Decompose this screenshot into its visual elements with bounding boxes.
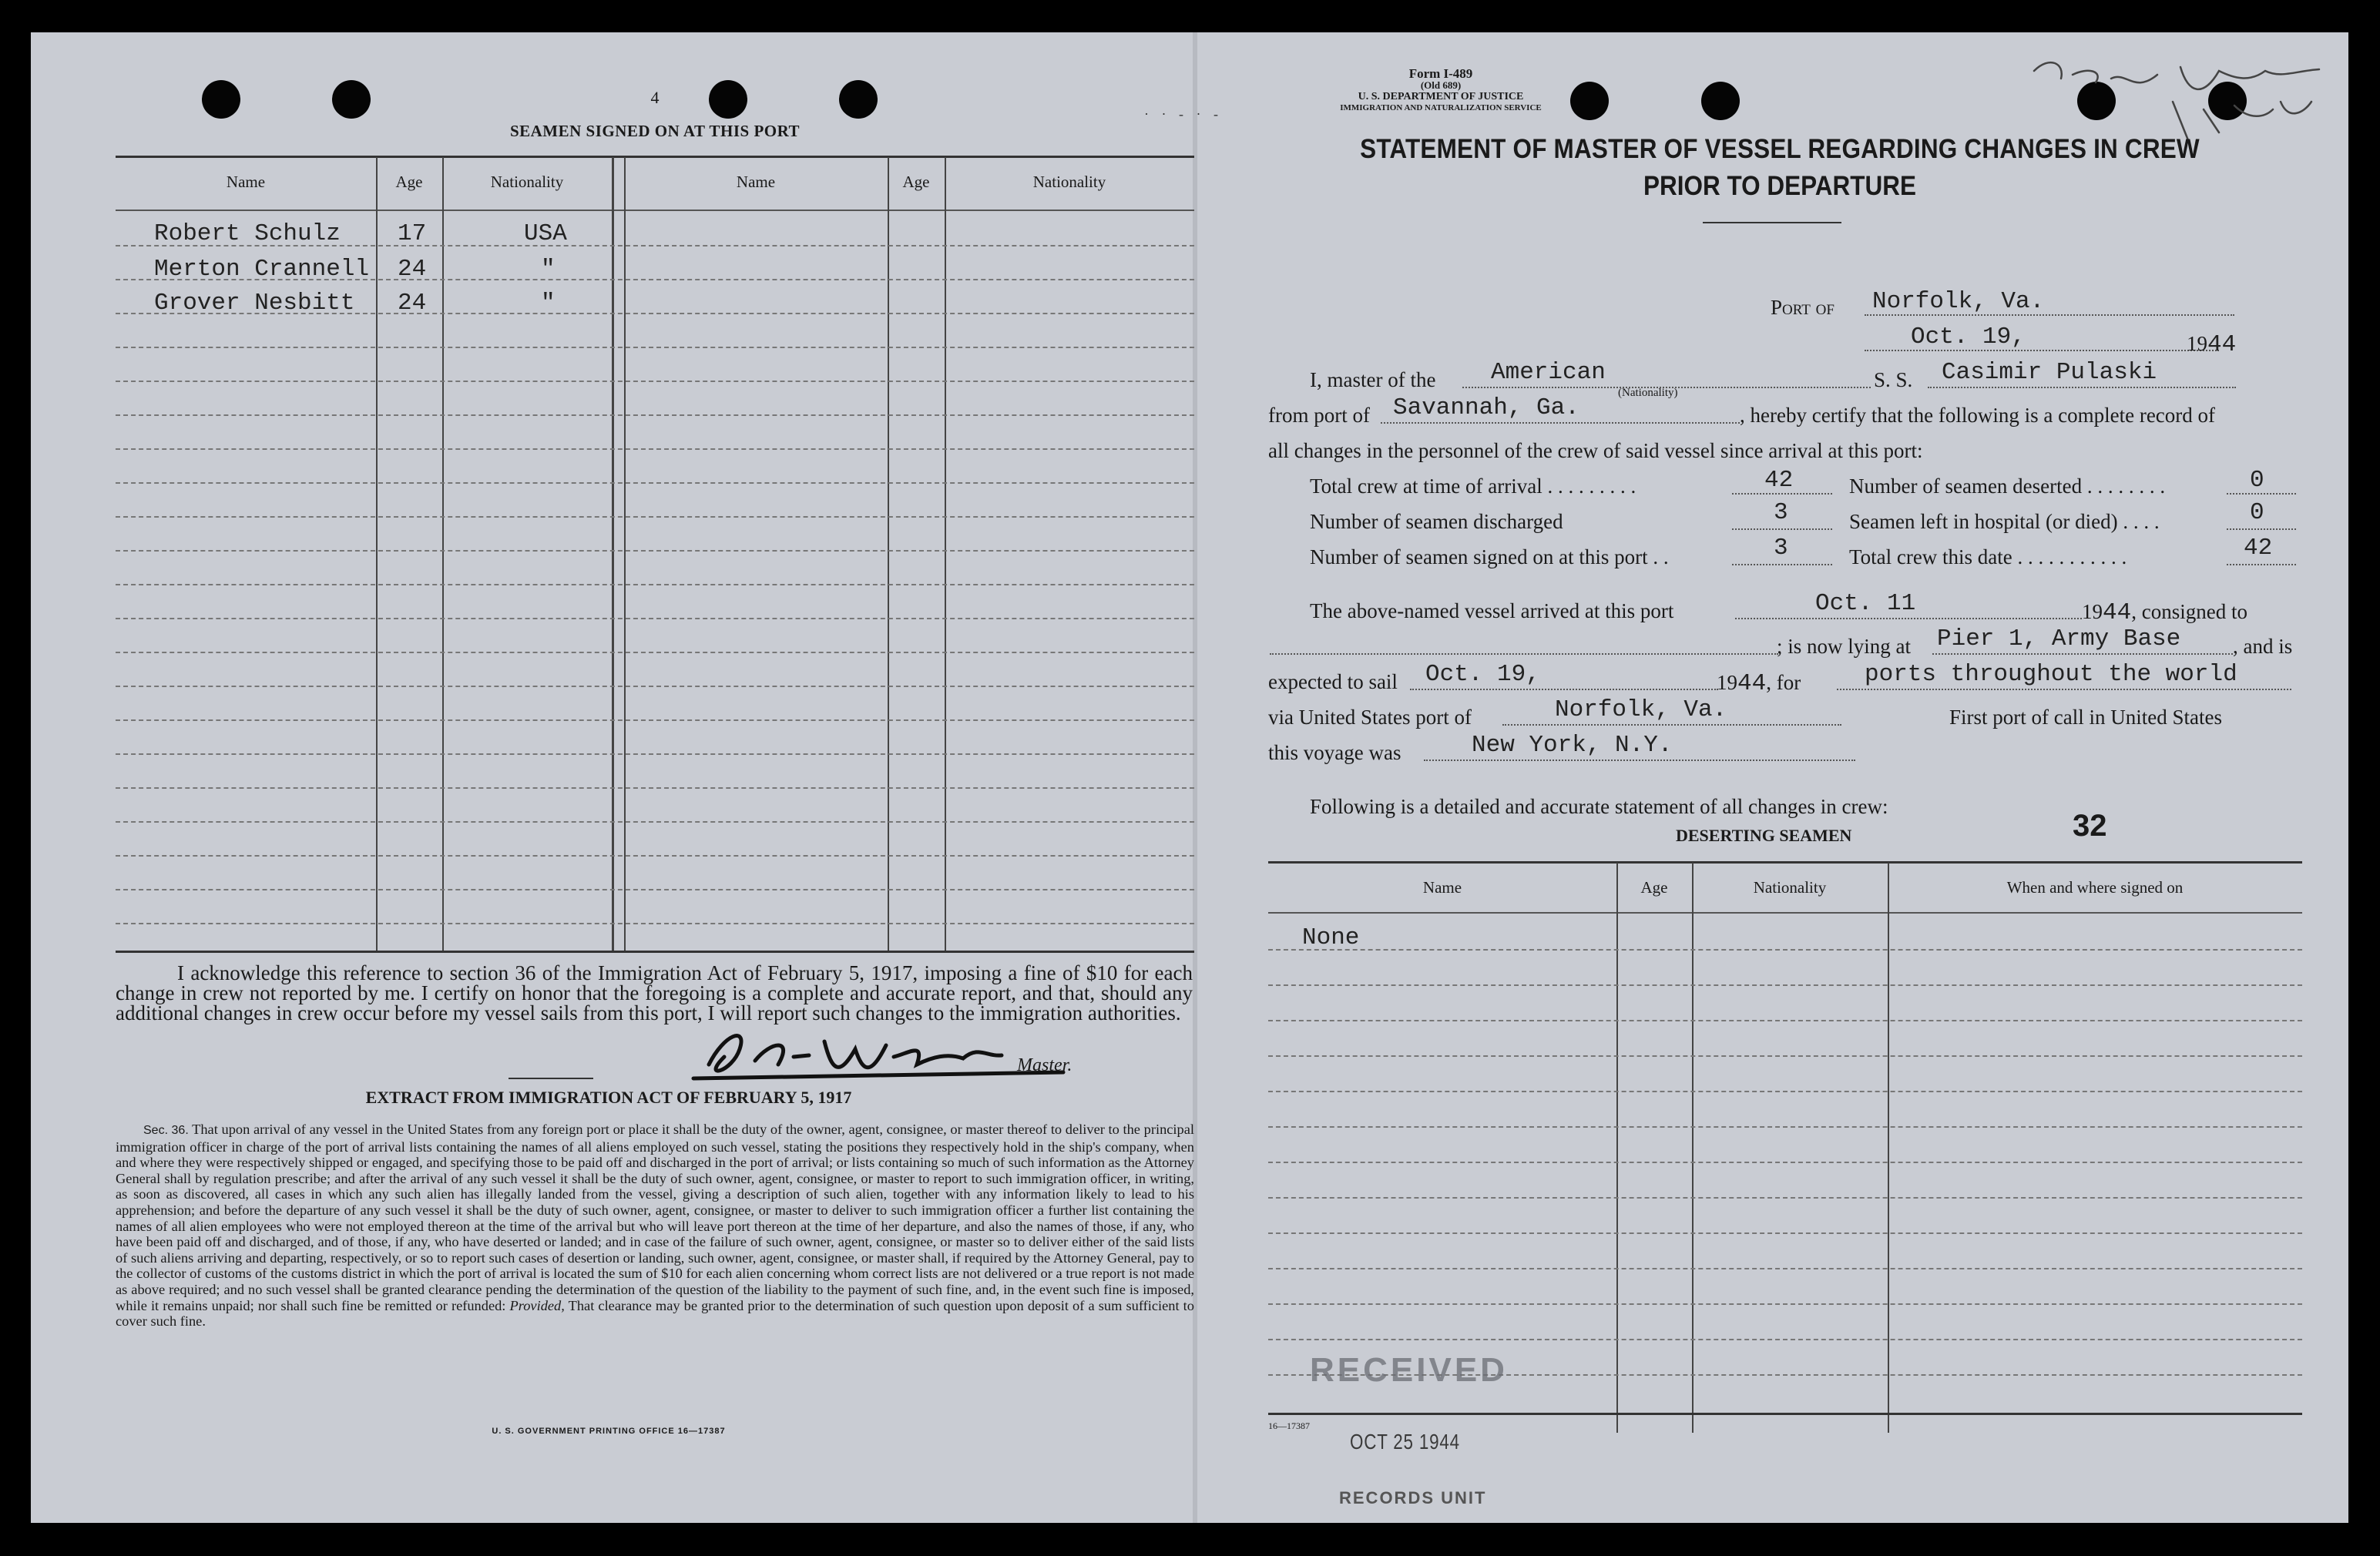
row-rule <box>116 381 1194 382</box>
stat-underline <box>2227 564 2296 565</box>
arrived-year: 1944, consigned to <box>2082 599 2247 626</box>
lying-at-value: Pier 1, Army Base <box>1937 625 2181 652</box>
seaman-nationality: " <box>541 290 556 317</box>
row-rule <box>116 550 1194 552</box>
destination-value: ports throughout the world <box>1865 661 2237 688</box>
lying-at-label: ; is now lying at <box>1777 635 1911 658</box>
stat-label: Number of seamen signed on at this port . . <box>1310 545 1669 568</box>
row-rule <box>1268 1055 2302 1057</box>
column-divider <box>1692 863 1694 1433</box>
stat-underline <box>1732 528 1832 530</box>
row-rule <box>1268 1303 2302 1305</box>
consigned-label: , consigned to <box>2131 600 2247 623</box>
stat-label: Total crew at time of arrival . . . . . . . . . <box>1310 475 1636 498</box>
arrived-year-value: 44 <box>2103 599 2132 626</box>
port-value: Norfolk, Va. <box>1872 288 2045 315</box>
dot-marks: · · - · - <box>1144 106 1223 122</box>
ship-name: Casimir Pulaski <box>1942 359 2157 386</box>
sail-year-value: 44 <box>1737 670 1767 697</box>
voyage-underline <box>1424 760 1855 761</box>
for-label: , for <box>1766 671 1801 694</box>
column-header-nationality: Nationality <box>490 173 564 191</box>
date-year <box>2187 331 2236 358</box>
column-divider <box>1888 863 1889 1433</box>
stamp-number: 32 <box>2073 809 2107 843</box>
document-sheet <box>31 32 2348 1523</box>
column-header-name: Name <box>736 173 776 191</box>
row-rule <box>116 821 1194 823</box>
stat-label: Seamen left in hospital (or died) . . . . <box>1849 510 2160 533</box>
row-rule <box>116 719 1194 721</box>
row-rule <box>1268 1162 2302 1163</box>
extract-title: EXTRACT FROM IMMIGRATION ACT OF FEBRUARY 5, 1917 <box>365 1088 852 1107</box>
row-rule <box>1268 949 2302 951</box>
column-header-age: Age <box>1640 878 1668 897</box>
handwriting-scribble <box>2019 48 2342 148</box>
total-today-value: 42 <box>2244 535 2273 562</box>
extract-section-label: Sec. 36. <box>143 1124 189 1137</box>
year-value: 44 <box>2207 331 2237 358</box>
received-date-stamp: OCT 25 1944 <box>1350 1430 1460 1454</box>
form-code: 16—17387 <box>1268 1420 1310 1431</box>
deserting-header-rule <box>1268 912 2302 914</box>
seaman-age: 17 <box>398 220 427 247</box>
form-title-line1: STATEMENT OF MASTER OF VESSEL REGARDING CHANGES IN CREW <box>1360 134 2200 164</box>
from-port-underline <box>1381 422 1740 424</box>
lying-at-underline <box>1932 653 2233 655</box>
sail-date-underline <box>1410 689 1718 690</box>
deserting-table-bottom <box>1268 1413 2302 1415</box>
via-underline <box>1502 724 1841 726</box>
department-name: U. S. DEPARTMENT OF JUSTICE <box>1358 91 1524 102</box>
all-changes-text: all changes in the personnel of the crew of said vessel since arrival at this port: <box>1268 439 1923 462</box>
total-crew-arrival-value: 42 <box>1764 467 1794 494</box>
title-rule <box>1703 222 1841 223</box>
punch-hole <box>1701 82 1740 120</box>
column-header-nationality: Nationality <box>1753 878 1827 897</box>
destination-underline <box>1837 689 2291 690</box>
extract-paragraph <box>116 1122 1194 1330</box>
seaman-age: 24 <box>398 256 427 283</box>
ship-underline <box>1928 387 2236 388</box>
row-rule <box>116 414 1194 416</box>
expected-label: expected to sail <box>1268 670 1398 693</box>
discharged-value: 3 <box>1774 499 1788 526</box>
port-label: Port of <box>1771 296 1835 319</box>
table-top-rule <box>116 156 1194 158</box>
stat-label: Number of seamen deserted . . . . . . . . <box>1849 475 2166 498</box>
via-label: via United States port of <box>1268 706 1472 729</box>
stat-underline <box>2227 528 2296 530</box>
deserted-value: 0 <box>2250 467 2264 494</box>
deserting-title: DESERTING SEAMEN <box>1676 826 1852 845</box>
row-rule <box>1268 1268 2302 1269</box>
row-rule <box>116 686 1194 687</box>
row-rule <box>116 347 1194 348</box>
row-rule <box>116 889 1194 890</box>
signed-on-value: 3 <box>1774 535 1788 562</box>
signature-rule <box>509 1078 593 1079</box>
table-row <box>116 220 1194 254</box>
section-title: SEAMEN SIGNED ON AT THIS PORT <box>509 122 801 140</box>
form-number: Form I-489 <box>1408 66 1473 81</box>
row-rule <box>1268 984 2302 986</box>
row-rule <box>1268 1232 2302 1234</box>
seaman-name: Robert Schulz <box>154 220 341 247</box>
column-header-nationality: Nationality <box>1032 173 1106 191</box>
row-rule <box>116 482 1194 484</box>
seaman-nationality: " <box>541 256 556 283</box>
row-rule <box>116 855 1194 857</box>
seaman-nationality: USA <box>524 220 567 247</box>
records-unit-stamp: RECORDS UNIT <box>1339 1488 1487 1507</box>
printing-office: U. S. GOVERNMENT PRINTING OFFICE 16—17387 <box>492 1427 726 1436</box>
column-header-age: Age <box>395 173 423 191</box>
column-divider <box>1616 863 1618 1433</box>
received-stamp: RECEIVED <box>1310 1351 1508 1389</box>
row-rule <box>1268 1020 2302 1021</box>
from-port-label: from port of <box>1268 404 1370 427</box>
master-signature <box>678 1011 1079 1095</box>
table-header-rule <box>116 210 1194 211</box>
hospital-value: 0 <box>2250 499 2264 526</box>
arrived-label: The above-named vessel arrived at this port <box>1310 599 1674 622</box>
column-header-age: Age <box>902 173 930 191</box>
row-rule <box>1268 1126 2302 1128</box>
form-old-number: (Old 689) <box>1420 79 1462 91</box>
from-port-value: Savannah, Ga. <box>1393 394 1579 421</box>
row-rule <box>116 618 1194 619</box>
row-rule <box>116 787 1194 789</box>
extract-tail: That clearance may be granted prior to the determination of such question upon deposit of a sum sufficient to cover such fine. <box>116 1297 1194 1330</box>
year-prefix: 19 <box>2187 332 2207 355</box>
via-port: Norfolk, Va. <box>1555 696 1727 723</box>
service-name: IMMIGRATION AND NATURALIZATION SERVICE <box>1340 103 1542 112</box>
form-title-line2: PRIOR TO DEPARTURE <box>1643 171 1917 201</box>
nationality-value: American <box>1491 359 1606 386</box>
table-row <box>116 256 1194 290</box>
extract-provided: Provided, <box>509 1297 565 1313</box>
voyage-value: New York, N.Y. <box>1472 732 1673 759</box>
row-rule <box>1268 1091 2302 1092</box>
row-rule <box>116 448 1194 450</box>
stat-label: Number of seamen discharged <box>1310 510 1563 533</box>
seaman-name: Grover Nesbitt <box>154 290 355 317</box>
sail-date: Oct. 19, <box>1425 661 1540 688</box>
ss-label: S. S. <box>1874 368 1913 391</box>
first-port-label: First port of call in United States <box>1949 706 2222 729</box>
seaman-age: 24 <box>398 290 427 317</box>
row-rule <box>1268 1197 2302 1199</box>
table-row <box>116 290 1194 324</box>
column-header-name: Name <box>1422 878 1462 897</box>
row-rule <box>1268 1339 2302 1340</box>
master-label: Master. <box>1017 1055 1073 1075</box>
date-value: Oct. 19, <box>1911 324 2026 350</box>
deserting-row-name: None <box>1302 924 1360 951</box>
and-is-label: , and is <box>2233 635 2293 658</box>
voyage-label: this voyage was <box>1268 741 1401 764</box>
handwritten-note <box>2019 48 2342 148</box>
seaman-name: Merton Crannell <box>154 256 370 283</box>
master-of-label: I, master of the <box>1310 368 1436 391</box>
consignee-underline <box>1270 653 1778 655</box>
following-text: Following is a detailed and accurate statement of all changes in crew: <box>1310 795 1888 818</box>
nationality-caption: (Nationality) <box>1618 387 1678 399</box>
extract-body: That upon arrival of any vessel in the United States from any foreign port or place it shall be the duty of the owner, agent, consignee, or master thereof to deliver to the principal immigration officer in charge of the port of arrival lists containing the names of all aliens employed on such vessel, stating the positions they respectively hold in the ship's company, when and where they were respectively shipped or engaged, and specifying those to be paid off and discharged in the port of arrival; or lists containing so much of such information as the Attorney General shall by regulation prescribe; and after the arrival of any such vessel it shall be the duty of such owner, agent, consignee, or master to report to such immigration officer, in writing, as soon as discovered, all cases in which any such alien has illegally landed from the vessel, giving a description of such alien, together with any information likely to lead to his apprehension; and before the departure of any such vessel it shall be the duty of such owner, agent, consignee, or master to deliver to such immigration officer a further list containing the names of all alien employees who were not employed thereon at the time of the arrival but who will leave port thereon at the time of her departure, and also the names of those, if any, who have been paid off and discharged, and of those, if any, who have deserted or landed; and in case of the failure of such owner, agent, consignee, or master so to deliver either of the said lists of such aliens arriving and departing, respectively, or so to report such cases of desertion or landing, such owner, agent, consignee, or master shall, if required by the Attorney General, pay to the collector of customs of the customs district in which the port of arrival is located the sum of $10 for each alien concerning whom correct lists are not delivered or a true report is not made as above required; and no such vessel shall be granted clearance pending the determination of the question of the liability to the payment of such fine, and, in the event such fine is imposed, while it remains unpaid; nor shall such fine be remitted or refunded: <box>116 1122 1195 1313</box>
row-rule <box>116 753 1194 755</box>
table-bottom-rule <box>116 951 1194 953</box>
column-header-when-where: When and where signed on <box>2006 878 2184 897</box>
acknowledgment-paragraph: I acknowledge this reference to section 36 of the Immigration Act of February 5, 1917, imposing a fine of $10 for each change in crew not reported by me. I certify on honor that the foregoing is a complete and accurate report, and that, should any additional changes in crew occur before my vessel sails from this port, I will report such changes to the immigration authorities. <box>116 961 1193 1024</box>
arrived-underline <box>1735 618 2082 619</box>
stat-underline <box>1732 564 1832 565</box>
deserting-table-top <box>1268 861 2302 864</box>
row-rule <box>116 516 1194 518</box>
arrived-date: Oct. 11 <box>1815 590 1916 617</box>
row-rule <box>116 584 1194 585</box>
row-rule <box>116 652 1194 653</box>
row-rule <box>116 923 1194 924</box>
column-header-name: Name <box>226 173 266 191</box>
sail-year: 1944, for <box>1717 670 1801 697</box>
form-header <box>1271 68 1610 114</box>
page-number: 4 <box>650 88 660 107</box>
certify-text: , hereby certify that the following is a complete record of <box>1740 404 2216 427</box>
stat-label: Total crew this date . . . . . . . . . . . <box>1849 545 2127 568</box>
